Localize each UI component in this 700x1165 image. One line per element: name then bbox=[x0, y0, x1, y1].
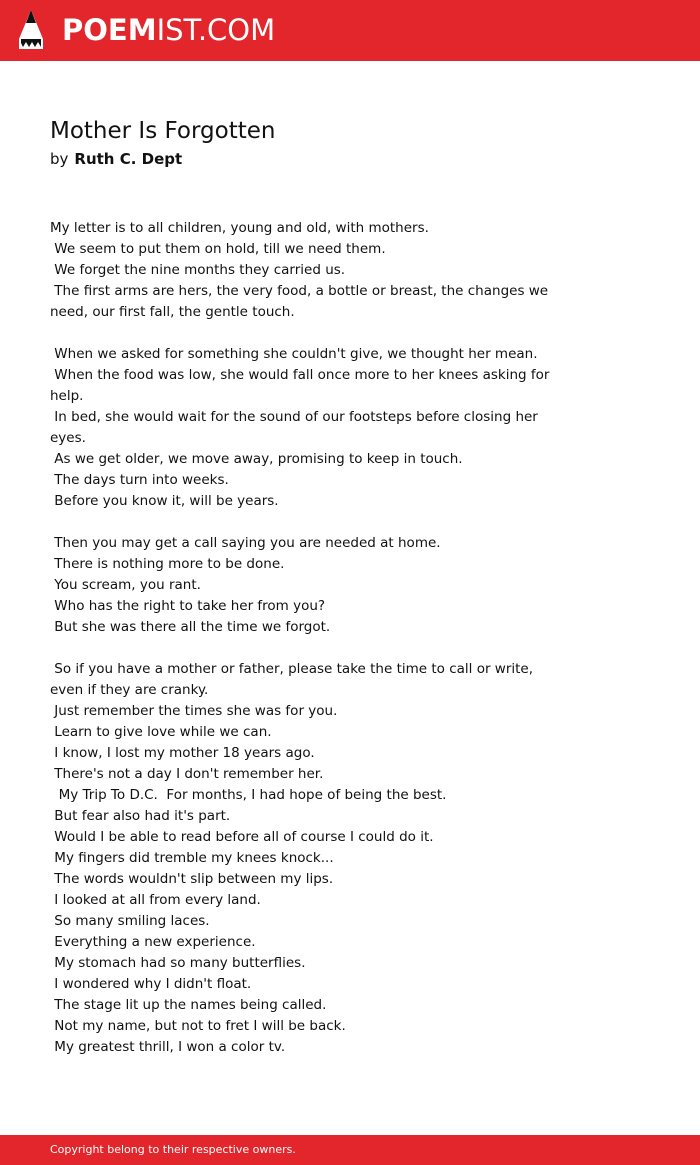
poem-line: Not my name, but not to fret I will be back. bbox=[50, 1018, 346, 1034]
poem-line: The days turn into weeks. bbox=[50, 472, 229, 488]
poem-line: Just remember the times she was for you. bbox=[50, 703, 338, 719]
poem-line: I wondered why I didn't float. bbox=[50, 976, 252, 992]
poem-line: There's not a day I don't remember her. bbox=[50, 766, 324, 782]
poem-line: help. bbox=[50, 388, 84, 404]
stanza-break bbox=[50, 323, 570, 344]
author-name: Ruth C. Dept bbox=[74, 150, 183, 168]
stanza-break bbox=[50, 512, 570, 533]
logo-bold-text: POEM bbox=[62, 13, 157, 47]
poem-line: My Trip To D.C. For months, I had hope of being the best. bbox=[50, 787, 447, 803]
stanza-break bbox=[50, 638, 570, 659]
site-header bbox=[0, 0, 700, 61]
poem-line: But she was there all the time we forgot. bbox=[50, 619, 331, 635]
poem-line: When the food was low, she would fall once more to her knees asking for bbox=[50, 367, 550, 383]
poem-line: The stage lit up the names being called. bbox=[50, 997, 327, 1013]
logo-light-text: IST.COM bbox=[156, 13, 276, 47]
poem-line: In bed, she would wait for the sound of our footsteps before closing her bbox=[50, 409, 538, 425]
poem-line: eyes. bbox=[50, 430, 86, 446]
poem-line: The words wouldn't slip between my lips. bbox=[50, 871, 334, 887]
site-logo[interactable] bbox=[62, 12, 275, 48]
poem-line: As we get older, we move away, promising to keep in touch. bbox=[50, 451, 463, 467]
poem-body bbox=[50, 218, 570, 1058]
poem-line: When we asked for something she couldn't give, we thought her mean. bbox=[50, 346, 538, 362]
poem-line: Before you know it, will be years. bbox=[50, 493, 279, 509]
poem-line: My stomach had so many butterflies. bbox=[50, 955, 306, 971]
poem-line: We seem to put them on hold, till we need them. bbox=[50, 241, 386, 257]
byline bbox=[50, 148, 182, 170]
poem-line: We forget the nine months they carried us. bbox=[50, 262, 346, 278]
poem-line: My fingers did tremble my knees knock... bbox=[50, 850, 334, 866]
poem-line: My greatest thrill, I won a color tv. bbox=[50, 1039, 286, 1055]
poem-line: Who has the right to take her from you? bbox=[50, 598, 326, 614]
pencil-tip-icon[interactable] bbox=[17, 9, 45, 51]
poem-line: Then you may get a call saying you are needed at home. bbox=[50, 535, 441, 551]
poem-line: So if you have a mother or father, please take the time to call or write, bbox=[50, 661, 534, 677]
poem-line: The first arms are hers, the very food, a bottle or breast, the changes we bbox=[50, 283, 549, 299]
by-label: by bbox=[50, 150, 69, 168]
poem-line: Would I be able to read before all of course I could do it. bbox=[50, 829, 434, 845]
poem-line: But fear also had it's part. bbox=[50, 808, 231, 824]
poem-line: even if they are cranky. bbox=[50, 682, 209, 698]
poem-line: I looked at all from every land. bbox=[50, 892, 261, 908]
poem-line: Learn to give love while we can. bbox=[50, 724, 272, 740]
site-footer bbox=[0, 1135, 700, 1165]
poem-line: Everything a new experience. bbox=[50, 934, 256, 950]
poem-title: Mother Is Forgotten bbox=[50, 118, 276, 144]
poem-line: You scream, you rant. bbox=[50, 577, 201, 593]
poem-line: need, our first fall, the gentle touch. bbox=[50, 304, 295, 320]
poem-line: I know, I lost my mother 18 years ago. bbox=[50, 745, 315, 761]
poem-line: My letter is to all children, young and old, with mothers. bbox=[50, 220, 429, 236]
poem-line: There is nothing more to be done. bbox=[50, 556, 285, 572]
poem-line: So many smiling laces. bbox=[50, 913, 210, 929]
copyright-text: Copyright belong to their respective owners. bbox=[50, 1143, 296, 1156]
